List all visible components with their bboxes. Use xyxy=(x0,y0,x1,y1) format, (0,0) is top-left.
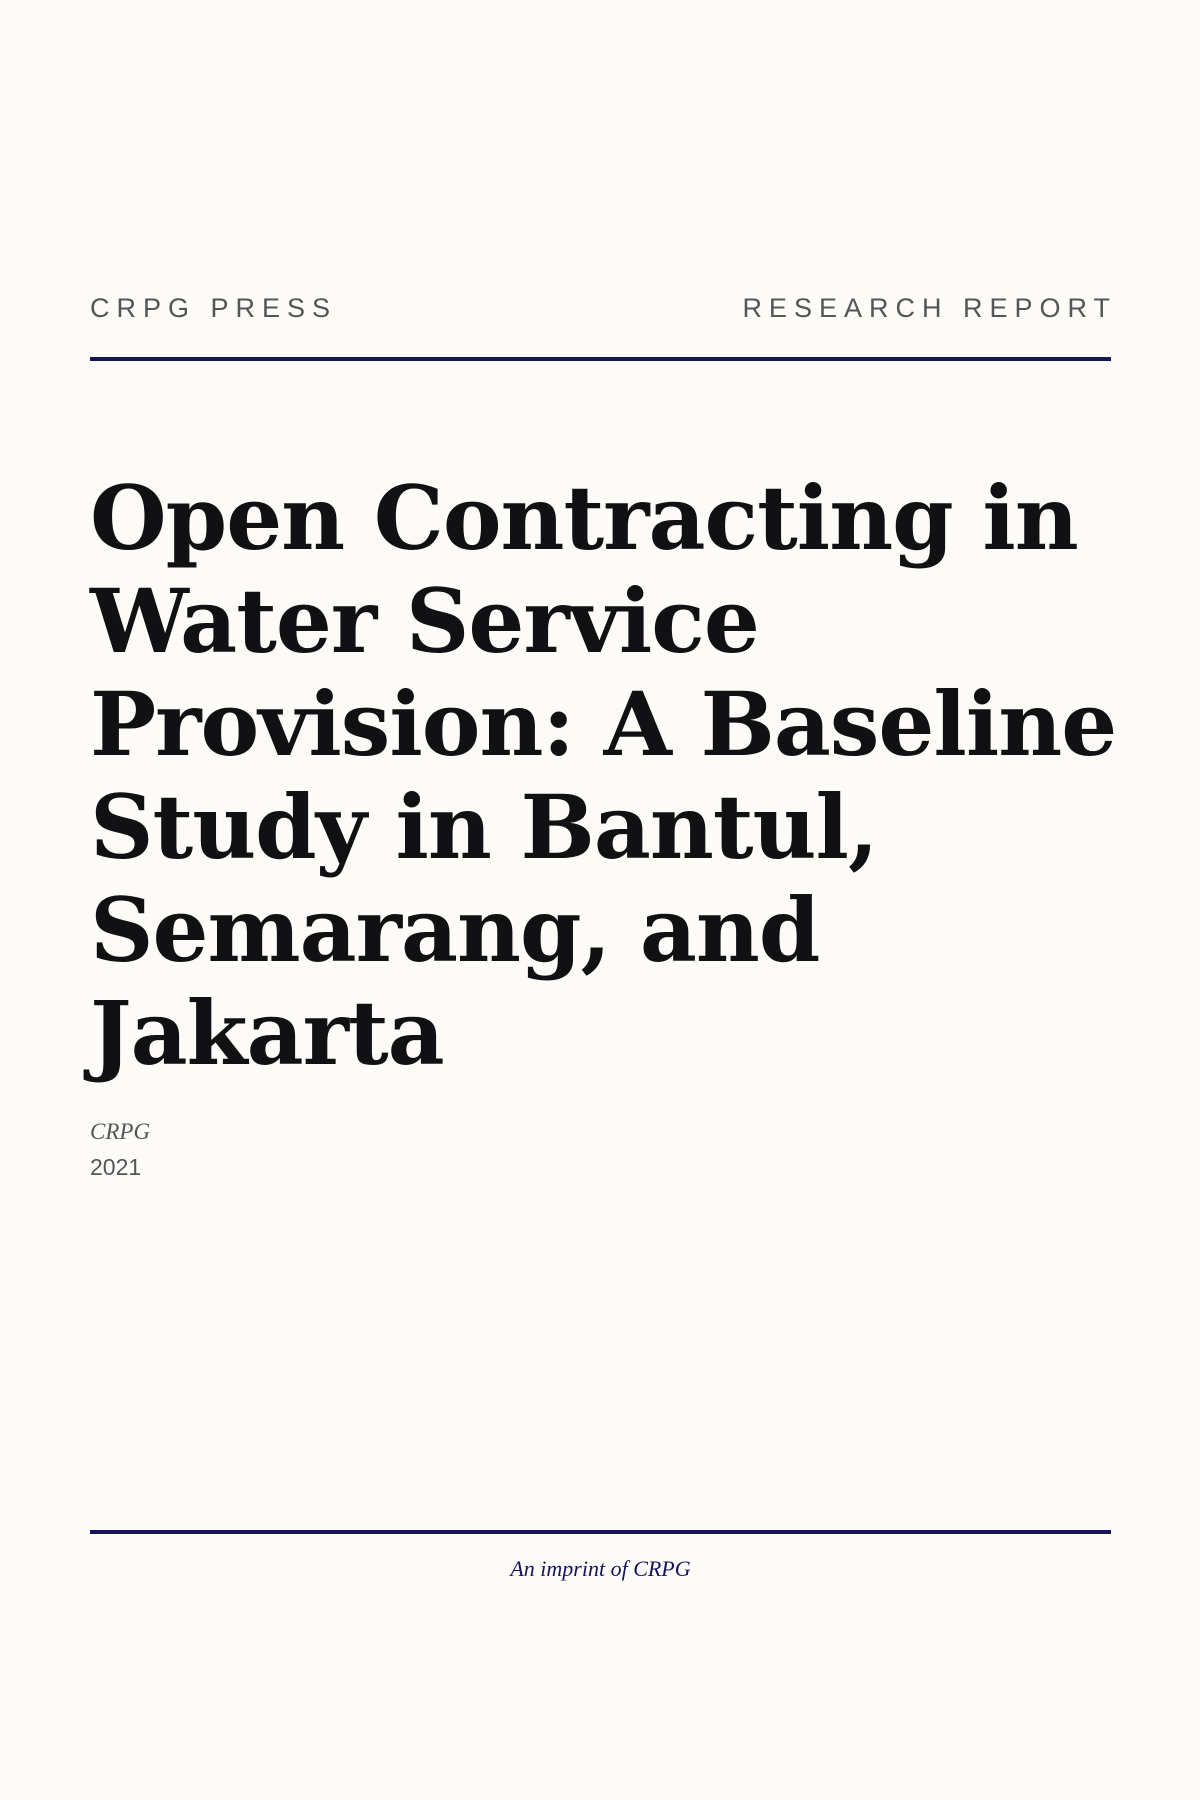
publisher-label: CRPG PRESS xyxy=(90,292,338,323)
cover-header xyxy=(90,288,1117,328)
bottom-divider xyxy=(90,1530,1111,1534)
publication-year: 2021 xyxy=(90,1154,142,1180)
imprint-note: An imprint of CRPG xyxy=(510,1556,691,1581)
top-divider xyxy=(90,357,1111,361)
report-type-label: RESEARCH REPORT xyxy=(742,292,1117,323)
author-name: CRPG xyxy=(90,1119,151,1144)
report-title: Open Contracting in Water Service Provision: A Baseline Study in Bantul, Semarang, and Jakarta xyxy=(90,466,1117,1085)
